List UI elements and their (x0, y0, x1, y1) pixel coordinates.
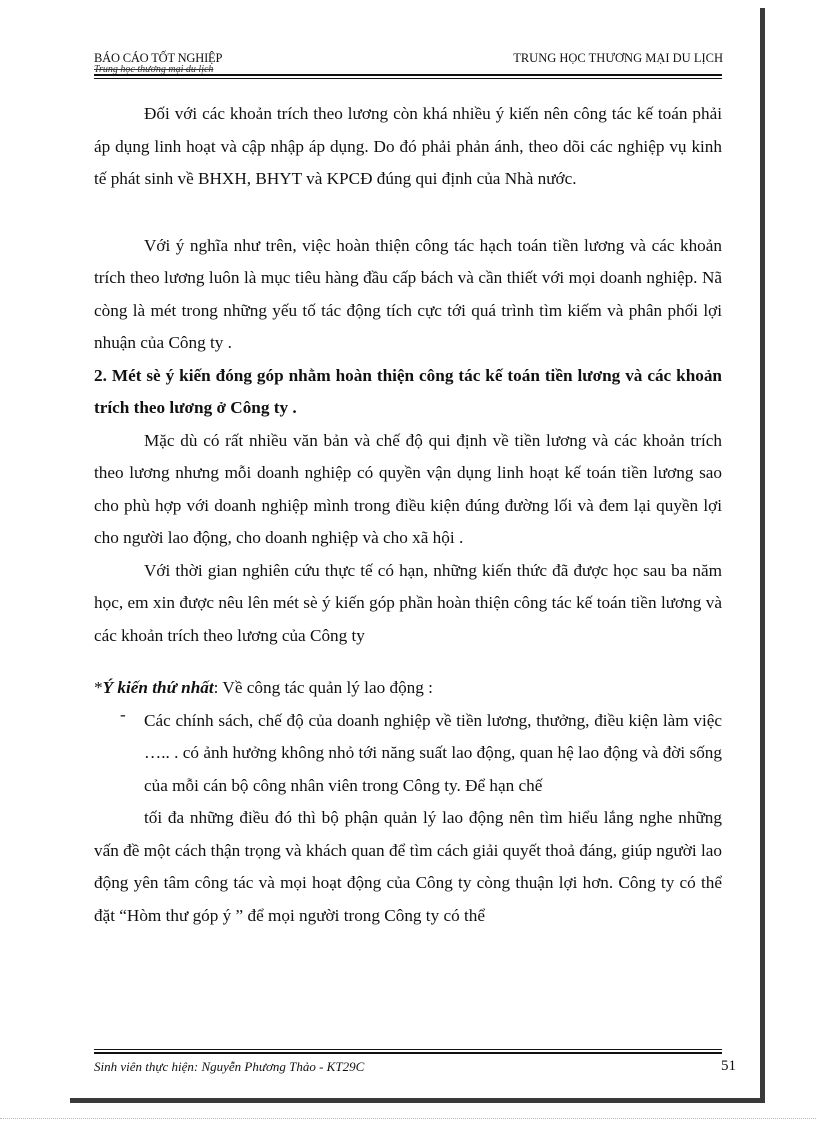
idea-star: * (94, 678, 103, 697)
paragraph-gap (94, 652, 722, 672)
paragraph-2: Với ý nghĩa như trên, việc hoàn thiện công tác hạch toán tiền lương và các khoản trích theo lương luôn là mục tiêu hàng đầu cấp bách và cần thiết với mọi doanh nghiệp. Nã còng là mét trong những yếu tố tác động tích cực tới quá trình tìm kiếm và phân phối lợi nhuận của Công ty . (94, 235, 722, 352)
paragraph-3: Mặc dù có rất nhiều văn bản và chế độ qui định về tiền lương và các khoản trích theo lương nhưng mỗi doanh nghiệp có quyền vận dụng linh hoạt kế toán tiền lương sao cho phù hợp với doanh nghiệp mình trong điều kiện đúng đường lối và đem lại quyền lợi cho người lao động, cho doanh nghiệp và cho xã hội . (94, 430, 722, 547)
footer-author: Sinh viên thực hiện: Nguyễn Phương Thảo - KT29C (94, 1059, 365, 1074)
header-left-title: BÁO CÁO TỐT NGHIỆP (94, 51, 223, 65)
header-rule (94, 74, 722, 79)
page-edge-dots (0, 1118, 816, 1120)
idea-label: Ý kiến thứ nhất (102, 678, 214, 697)
footer-rule (94, 1049, 722, 1054)
idea-line (94, 672, 722, 705)
header-right-title: TRUNG HỌC THƯƠNG MẠI DU LỊCH (513, 51, 723, 65)
page-border-right (760, 8, 765, 1103)
list-item (94, 705, 722, 803)
paragraph-gap (94, 196, 722, 230)
header-left-subtitle: Trung học thương mại du lịch (94, 64, 214, 75)
section-heading: 2. Mét sè ý kiến đóng góp nhằm hoàn thiện công tác kế toán tiền lương và các khoản trích theo lương ở Công ty . (94, 365, 722, 417)
paragraph-1: Đối với các khoản trích theo lương còn khá nhiều ý kiến nên công tác kế toán phải áp dụng linh hoạt và cập nhập áp dụng. Do đó phải phản ánh, theo dõi các nghiệp vụ kinh tế phát sinh về BHXH, BHYT và KPCĐ đúng qui định của Nhà nước. (94, 104, 722, 188)
paragraph-5: tối đa những điều đó thì bộ phận quản lý lao động nên tìm hiểu lắng nghe những vấn đề một cách thận trọng và khách quan để tìm cách giải quyết thoả đáng, giúp người lao động yên tâm công tác và mọi hoạt động của Công ty còng thuận lợi hơn. Công ty có thể đặt “Hòm thư góp ý ” để mọi người trong Công ty có thể (94, 808, 722, 925)
page-border-bottom (70, 1098, 765, 1103)
list-dash: - (120, 704, 126, 724)
list-item-text: Các chính sách, chế độ của doanh nghiệp về tiền lương, thưởng, điều kiện làm việc ….. . có ảnh hưởng không nhỏ tới năng suất lao động, quan hệ lao động và đời sống của mỗi cán bộ công nhân viên trong Công ty. Để hạn chế (144, 710, 722, 795)
document-body (94, 98, 722, 932)
idea-topic: : Về công tác quản lý lao động : (213, 678, 433, 697)
page-number: 51 (721, 1058, 736, 1074)
paragraph-4: Với thời gian nghiên cứu thực tế có hạn, những kiến thức đã được học sau ba năm học, em xin được nêu lên mét sè ý kiến góp phần hoàn thiện công tác kế toán tiền lương và các khoản trích theo lương của Công ty (94, 560, 722, 645)
